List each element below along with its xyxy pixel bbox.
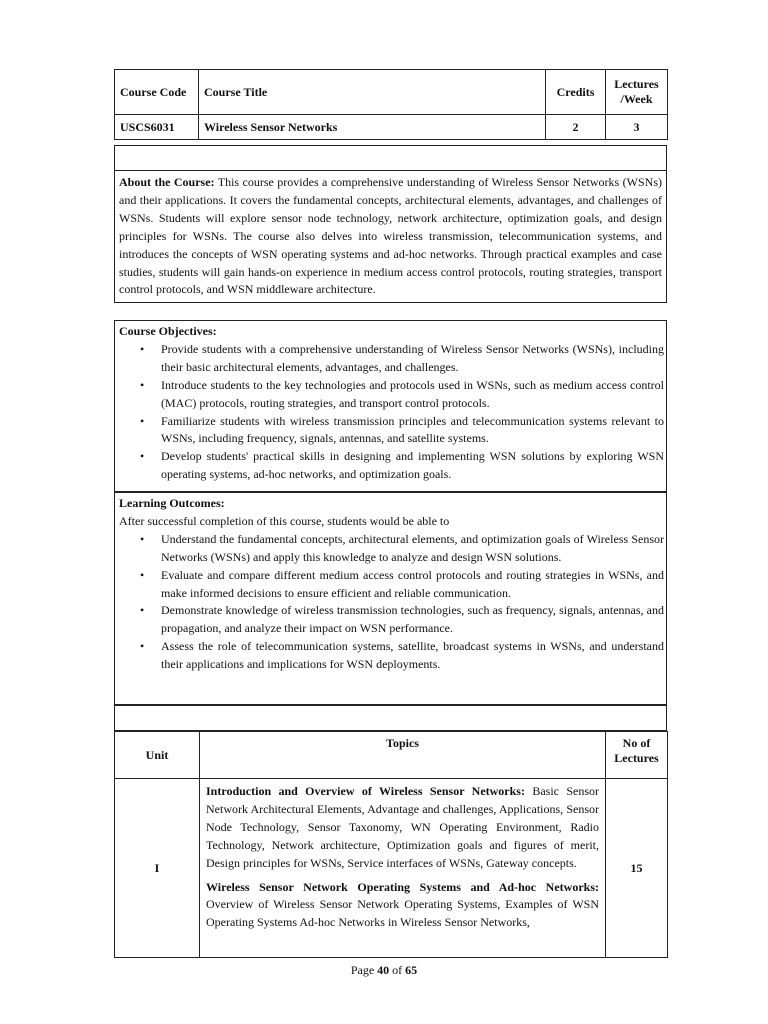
header-topics: Topics: [200, 732, 606, 779]
header-no-of-line1: No of: [622, 736, 651, 750]
course-title: Wireless Sensor Networks: [199, 115, 546, 140]
topic-text: Overview of Wireless Sensor Network Operating Systems, Examples of WSN Operating Systems Ad-hoc Networks in Wireless Sensor Networks,: [206, 897, 599, 930]
header-lectures-week: [606, 70, 668, 115]
topic-text: Basic Sensor Network Architectural Elements, Advantage and challenges, Applications, Sensor Node Technology, Sensor Taxonomy, WN Operating Environment, Radio Technology, Network architecture, Optimization goals and figures of merit, Design principles for WSNs, Service interfaces of WSNs, Gateway concepts.: [206, 784, 599, 870]
outcome-item: • Demonstrate knowledge of wireless transmission technologies, such as frequency, signals, antennas, and propagation, and analyze their impact on WSN performance.: [161, 602, 666, 638]
topic-paragraph: [206, 879, 599, 933]
header-credits: Credits: [546, 70, 606, 115]
about-text: This course provides a comprehensive understanding of Wireless Sensor Networks (WSNs) and their applications. It covers the fundamental concepts, architectural elements, advantages, and challenges of WSNs. Students will explore sensor node technology, network architecture, optimization goals, and design principles for WSNs. The course also delves into wireless transmission, telecommunication systems, and introduces the concepts of WSN operating systems and ad-hoc networks. Through practical examples and case studies, students will gain hands-on experience in medium access control protocols, routing strategies, transport control protocols, and WSN middleware architecture.: [119, 175, 662, 297]
units-table-header: [115, 732, 668, 779]
objective-item: • Develop students' practical skills in designing and implementing WSN solutions by exploring WSN operating systems, ad-hoc networks, and optimization goals.: [161, 448, 666, 484]
course-lectures: 3: [606, 115, 668, 140]
header-unit: Unit: [115, 732, 200, 779]
topic-paragraph: [206, 783, 599, 873]
topic-title: Introduction and Overview of Wireless Sensor Networks:: [206, 784, 525, 798]
unit-number: I: [115, 779, 200, 958]
unit-row: [115, 779, 668, 958]
course-credits: 2: [546, 115, 606, 140]
footer-middle: of: [389, 963, 406, 977]
outcome-item: • Evaluate and compare different medium access control protocols and routing strategies in WSNs, and make informed decisions to ensure efficient and reliable communication.: [161, 567, 666, 603]
header-lectures-line2: /Week: [620, 92, 653, 106]
about-label: About the Course:: [119, 175, 215, 189]
footer-page-number: 40: [377, 963, 390, 977]
header-no-of-lectures: [606, 732, 668, 779]
header-no-of-line2: Lectures: [614, 751, 659, 765]
outcomes-intro: After successful completion of this course, students would be able to: [119, 513, 450, 528]
outcome-item: • Assess the role of telecommunication systems, satellite, broadcast systems in WSNs, and understand their applications and implications for WSN deployments.: [161, 638, 666, 674]
course-code: USCS6031: [115, 115, 199, 140]
outcomes-section: [114, 492, 667, 705]
footer-prefix: Page: [350, 963, 378, 977]
blank-separator: [114, 705, 667, 731]
objectives-heading: Course Objectives:: [119, 324, 217, 338]
units-table: [114, 731, 668, 958]
objective-item: • Introduce students to the key technologies and protocols used in WSNs, such as medium access control (MAC) protocols, routing strategies, and transport control protocols.: [161, 377, 666, 413]
header-lectures-line1: Lectures: [614, 77, 659, 91]
objective-item: • Familiarize students with wireless transmission principles and telecommunication systems relevant to WSNs, including frequency, signals, antennas, and satellite systems.: [161, 413, 666, 449]
header-course-title: Course Title: [199, 70, 546, 115]
outcomes-list: [115, 531, 666, 674]
unit-topics: [200, 779, 606, 958]
header-course-code: Course Code: [115, 70, 199, 115]
course-table: [114, 69, 668, 140]
course-table-row: [115, 115, 668, 140]
objectives-list: [115, 341, 666, 484]
unit-lectures: 15: [606, 779, 668, 958]
topic-title: Wireless Sensor Network Operating Systems and Ad-hoc Networks:: [206, 879, 599, 894]
objectives-section: [114, 320, 667, 492]
footer-total-pages: 65: [405, 963, 418, 977]
about-paragraph: [115, 171, 666, 302]
outcomes-heading: Learning Outcomes:: [119, 496, 225, 510]
blank-separator: [114, 145, 667, 171]
page-footer: [0, 963, 768, 978]
outcome-item: • Understand the fundamental concepts, architectural elements, and optimization goals of Wireless Sensor Networks (WSNs) and apply this knowledge to analyze and design WSN solutions.: [161, 531, 666, 567]
about-section: [114, 170, 667, 303]
course-table-header: [115, 70, 668, 115]
objective-item: • Provide students with a comprehensive understanding of Wireless Sensor Networks (WSNs), including their basic architectural elements, advantages, and challenges.: [161, 341, 666, 377]
